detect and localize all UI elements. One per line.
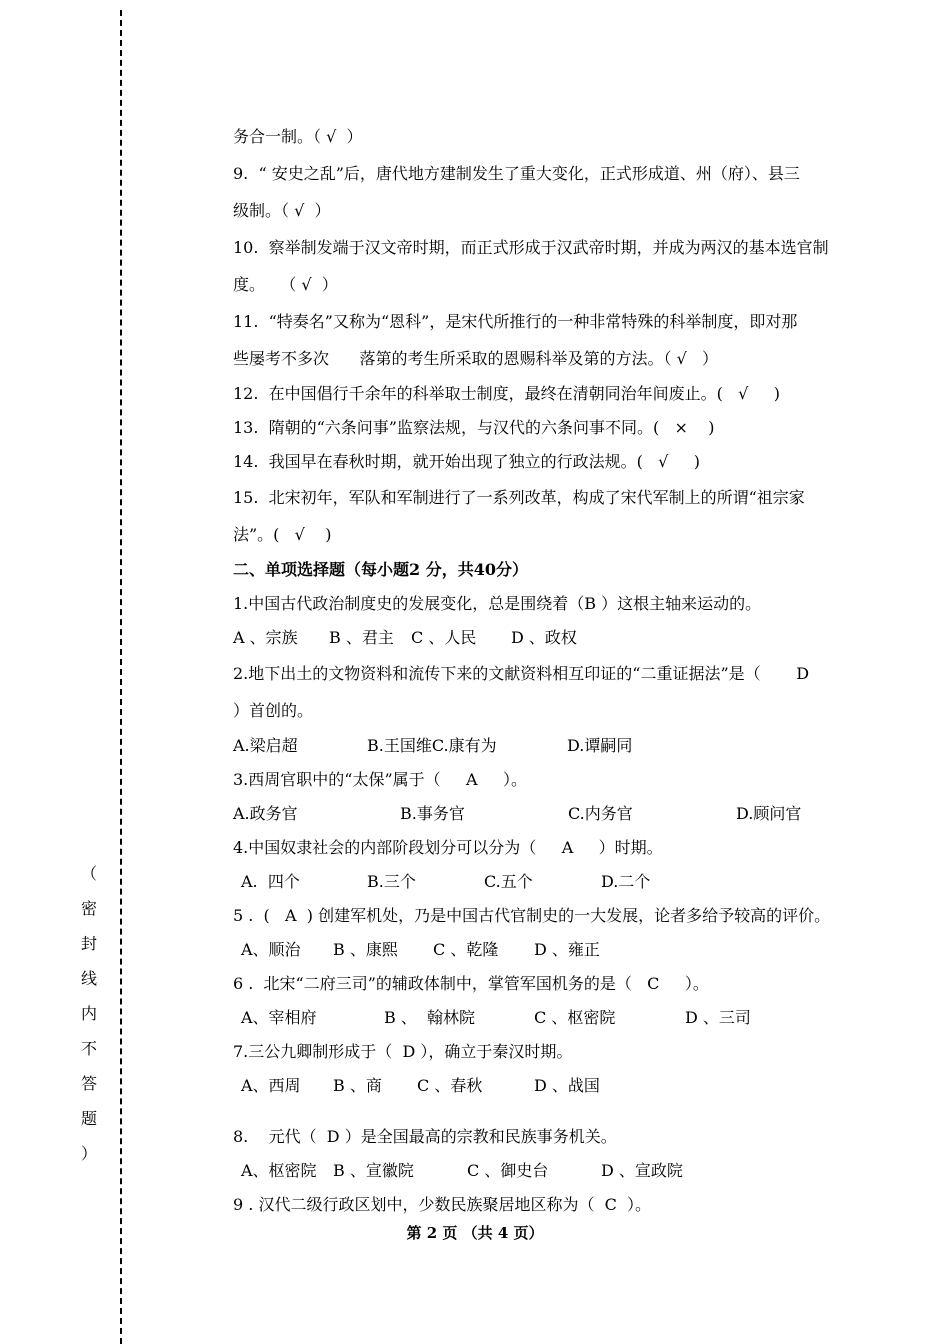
option: A、顺治 <box>241 940 301 959</box>
seal-char: 不 <box>80 1039 97 1058</box>
section-title: 二、单项选择题（每小题2 分，共40分） <box>233 560 528 579</box>
option: C 、枢密院 <box>534 1008 616 1027</box>
question-text: 6 . 北宋“二府三司”的辅政体制中，掌管军国机务的是（ C ）。 <box>233 974 709 993</box>
question-options <box>233 1154 873 1188</box>
seal-char: 密 <box>80 899 97 918</box>
question-text: 2.地下出土的文物资料和流传下来的文献资料相互印证的“二重证据法”是（ D <box>233 664 810 683</box>
question-options <box>233 797 873 831</box>
seal-char: 答 <box>80 1074 97 1093</box>
option: C 、人民 <box>411 628 477 647</box>
question-text: 5 . ( A ) 创建军机处，乃是中国古代官制史的一大发展，论者多给予较高的评价。 <box>233 906 831 925</box>
judgment-line: 12. 在中国倡行千余年的科举取士制度，最终在清朝同治年间废止。( √ ) <box>233 384 780 403</box>
option: C 、御史台 <box>467 1161 549 1180</box>
judgment-line: 9. “ 安史之乱”后，唐代地方建制发生了重大变化，正式形成道、州（府）、县三 <box>233 164 800 183</box>
option: D 、战国 <box>534 1076 600 1095</box>
option: B 、宣徽院 <box>333 1161 414 1180</box>
option: D 、宣政院 <box>601 1161 683 1180</box>
option: A.梁启超 <box>233 736 298 755</box>
option: A. 四个 <box>241 872 300 891</box>
option: C.内务官 <box>568 804 633 823</box>
question-options <box>233 933 873 967</box>
judgment-line: 11. “特奏名”又称为“恩科”，是宋代所推行的一种非常特殊的科举制度，即对那 <box>233 312 798 331</box>
option: A.政务官 <box>233 804 298 823</box>
option: A、西周 <box>241 1076 301 1095</box>
option: B 、康熙 <box>333 940 398 959</box>
option: A、枢密院 <box>241 1161 317 1180</box>
seal-char: （ <box>80 864 97 883</box>
option: B 、商 <box>333 1076 382 1095</box>
question-text: 4.中国奴隶社会的内部阶段划分可以分为（ A ）时期。 <box>233 838 663 857</box>
option: B.三个 <box>367 872 416 891</box>
option: D 、三司 <box>685 1008 751 1027</box>
question-options <box>233 1001 873 1035</box>
option: B.事务官 <box>400 804 465 823</box>
seal-char: 线 <box>80 969 97 988</box>
option: C 、春秋 <box>417 1076 483 1095</box>
option: B.王国维C.康有为 <box>367 736 497 755</box>
judgment-line: 13. 隋朝的“六条问事”监察法规，与汉代的六条问事不同。( × ) <box>233 418 715 437</box>
judgment-line: 14. 我国早在春秋时期，就开始出现了独立的行政法规。( √ ) <box>233 452 700 471</box>
question-options <box>233 729 873 763</box>
question-text: 7.三公九卿制形成于（ D ），确立于秦汉时期。 <box>233 1042 573 1061</box>
option: B 、君主 <box>329 628 394 647</box>
option: D.谭嗣同 <box>567 736 633 755</box>
judgment-line: 度。 （ √ ） <box>233 275 338 294</box>
seal-char: 题 <box>80 1109 97 1128</box>
option: C 、乾隆 <box>433 940 499 959</box>
question-text: 3.西周官职中的“太保”属于（ A ）。 <box>233 770 528 789</box>
question-text: 9 . 汉代二级行政区划中，少数民族聚居地区称为（ C ）。 <box>233 1195 652 1214</box>
option: D 、雍正 <box>534 940 600 959</box>
option: D.顾问官 <box>736 804 802 823</box>
seal-dashed-line <box>120 10 122 1344</box>
question-options <box>233 1069 873 1103</box>
exam-content <box>233 118 873 1222</box>
option: A、宰相府 <box>241 1008 317 1027</box>
question-text: 8. 元代（ D ）是全国最高的宗教和民族事务机关。 <box>233 1127 617 1146</box>
seal-char: 封 <box>80 934 97 953</box>
judgment-line: 级制。（ √ ） <box>233 201 331 220</box>
question-options <box>233 621 873 655</box>
option: A 、宗族 <box>233 628 298 647</box>
option: D 、政权 <box>511 628 577 647</box>
judgment-line: 15. 北宋初年，军队和军制进行了一系列改革，构成了宋代军制上的所谓“祖宗家 <box>233 488 805 507</box>
judgment-line: 些屡考不多次 落第的考生所采取的恩赐科举及第的方法。（ √ ） <box>233 349 719 368</box>
seal-char: ） <box>80 1144 97 1163</box>
question-text: ）首创的。 <box>233 701 314 720</box>
page-footer: 第 2 页 （共 4 页） <box>406 1224 544 1242</box>
judgment-line: 务合一制。（ √ ） <box>233 127 363 146</box>
question-text: 1.中国古代政治制度史的发展变化，总是围绕着（B ）这根主轴来运动的。 <box>233 594 762 613</box>
judgment-line: 10. 察举制发端于汉文帝时期，而正式形成于汉武帝时期，并成为两汉的基本选官制 <box>233 238 829 257</box>
seal-notice <box>76 856 102 1171</box>
seal-char: 内 <box>80 1004 97 1023</box>
option: B 、 翰林院 <box>384 1008 476 1027</box>
option: C.五个 <box>484 872 533 891</box>
option: D.二个 <box>601 872 651 891</box>
question-options <box>233 865 873 899</box>
judgment-line: 法”。( √ ) <box>233 525 332 544</box>
